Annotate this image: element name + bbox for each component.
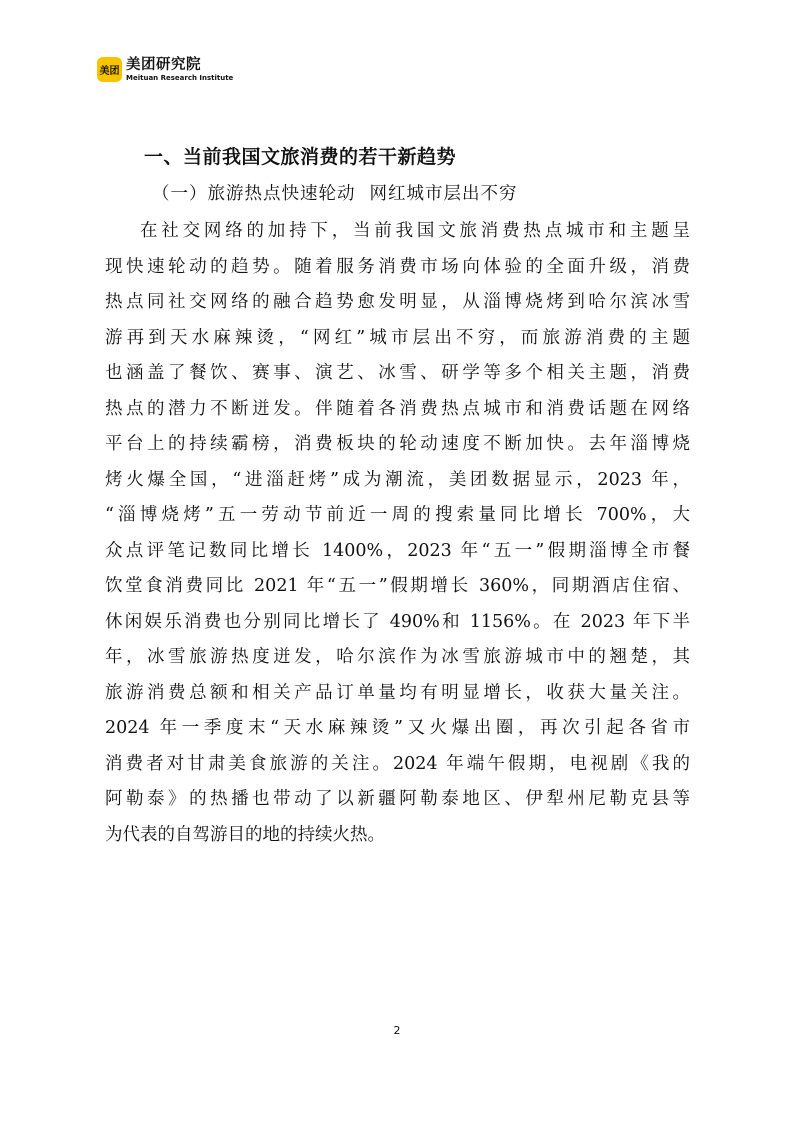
paragraph-line: 消费者对甘肃美食旅游的关注。2024 年端午假期，电视剧《我的 (105, 753, 690, 774)
paragraph-line: 年，冰雪旅游热度迸发，哈尔滨作为冰雪旅游城市中的翘楚，其 (105, 647, 690, 667)
section-heading: 一、当前我国文旅消费的若干新趋势 (144, 146, 457, 168)
subsection-heading-part2: 网红城市层出不穷 (369, 184, 518, 204)
paragraph-line: 为代表的自驾游目的地的持续火热。 (105, 824, 385, 845)
paragraph-line: 饮堂食消费同比 2021 年“五一”假期增长 360%，同期酒店住宿、 (105, 576, 690, 596)
paragraph-line: 平台上的持续霸榜，消费板块的轮动速度不断加快。去年淄博烧 (105, 434, 690, 454)
paragraph-line: 热点的潜力不断迸发。伴随着各消费热点城市和消费话题在网络 (105, 398, 690, 419)
paragraph-line: “淄博烧烤”五一劳动节前近一周的搜索量同比增长 700%，大 (105, 505, 690, 525)
paragraph-line: 现快速轮动的趋势。随着服务消费市场向体验的全面升级，消费 (105, 256, 690, 277)
paragraph-line: 在社交网络的加持下，当前我国文旅消费热点城市和主题呈 (140, 221, 690, 241)
logo-text (126, 57, 233, 82)
paragraph-line: 热点同社交网络的融合趋势愈发明显，从淄博烧烤到哈尔滨冰雪 (105, 292, 690, 312)
logo-name-cn: 美团研究院 (126, 57, 201, 73)
paragraph-line: 旅游消费总额和相关产品订单量均有明显增长，收获大量关注。 (105, 682, 690, 703)
paragraph-line: 阿勒泰》的热播也带动了以新疆阿勒泰地区、伊犁州尼勒克县等 (105, 789, 690, 809)
paragraph-line: 休闲娱乐消费也分别同比增长了 490%和 1156%。在 2023 年下半 (105, 611, 690, 632)
subsection-heading-part1: （一）旅游热点快速轮动 (152, 184, 356, 204)
subsection-heading (152, 180, 518, 205)
paragraph-line: 烤火爆全国，“进淄赶烤”成为潮流，美团数据显示，2023 年， (105, 469, 690, 490)
paragraph-line: 也涵盖了餐饮、赛事、演艺、冰雪、研学等多个相关主题，消费 (105, 363, 690, 383)
logo-name-en: Meituan Research Institute (126, 74, 234, 82)
paragraph-line: 2024 年一季度末“天水麻辣烫”又火爆出圈，再次引起各省市 (105, 718, 690, 738)
page-number: 2 (393, 1024, 401, 1037)
body-paragraph (105, 214, 690, 853)
meituan-logo-icon: 美团 (97, 57, 122, 82)
paragraph-line: 众点评笔记数同比增长 1400%，2023 年“五一”假期淄博全市餐 (105, 540, 690, 561)
meituan-logo (97, 57, 233, 82)
paragraph-line: 游再到天水麻辣烫，“网红”城市层出不穷，而旅游消费的主题 (105, 327, 690, 348)
